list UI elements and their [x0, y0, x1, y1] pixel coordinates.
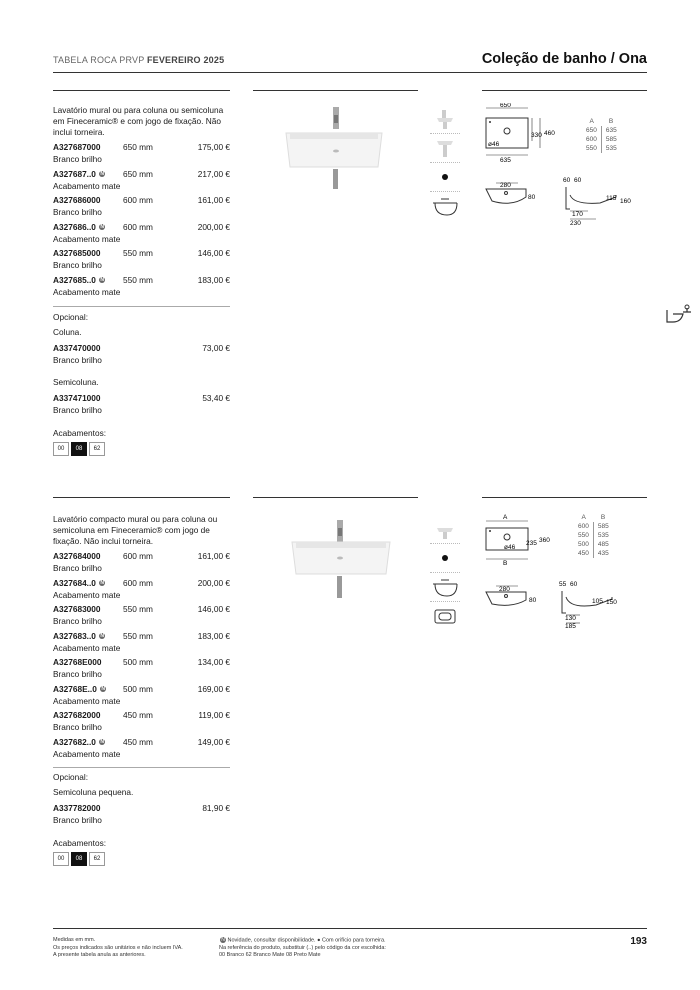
product-price: 81,90 €	[202, 803, 230, 813]
footer-notes: Medidas em mm. Os preços indicados são unitários e não incluem IVA. A presente tabela anula as anteriores.	[53, 937, 183, 958]
dim-label: 60	[563, 177, 571, 184]
product-finish: Acabamento mate	[53, 748, 121, 759]
bathroom-category-icon	[665, 302, 693, 328]
rule	[53, 306, 230, 307]
product-finish: Branco brilho	[53, 154, 102, 164]
product-description: Lavatório compacto mural ou para coluna ou semicoluna em Fineceramic® com jogo de fixação. Não inclui torneira.	[53, 514, 218, 546]
dim-label: 185	[565, 623, 576, 629]
product-finish: Branco brilho	[53, 669, 102, 679]
product-price: 53,40 €	[202, 393, 230, 403]
product-price: 161,00 €	[197, 551, 230, 561]
new-icon: N	[221, 937, 225, 943]
dim-label: 230	[570, 220, 581, 227]
product-row	[53, 248, 230, 274]
product-size: 450 mm	[123, 736, 153, 747]
dim-label: 160	[620, 198, 631, 205]
swatch-matte-white: 62	[89, 442, 105, 456]
product-size: 450 mm	[123, 710, 153, 720]
swatch-black: 08	[71, 442, 87, 456]
product-row	[53, 195, 230, 221]
dim-label: 105	[592, 598, 603, 605]
dimension-icon	[430, 573, 460, 602]
page-number: 193	[630, 936, 647, 947]
product-code: A337471000	[53, 393, 101, 403]
option-label: Semicoluna.	[53, 377, 99, 387]
column-icon	[430, 134, 460, 163]
footer-rule	[53, 928, 647, 929]
swatch-white: 00	[53, 442, 69, 456]
wall-mount-icon	[430, 105, 460, 134]
dim-label: 650	[500, 103, 511, 109]
product-code: A337782000	[53, 803, 101, 813]
product-price: 161,00 €	[197, 195, 230, 205]
product-price: 200,00 €	[197, 577, 230, 588]
product-finish: Branco brilho	[53, 722, 102, 732]
top-view-drawing	[482, 103, 562, 165]
dim-label: A	[503, 514, 508, 521]
product-size: 550 mm	[123, 604, 153, 614]
product-code: A32768E..0 N	[53, 683, 105, 694]
variant-table: A B 650 635 600 585 550 535	[582, 117, 621, 153]
dim-label: 235	[526, 540, 537, 547]
product-size: 600 mm	[123, 551, 153, 561]
swatch-matte-white: 62	[89, 852, 105, 866]
side-view-drawing	[482, 582, 542, 616]
product-code: A337470000	[53, 343, 101, 353]
product-finish: Branco brilho	[53, 355, 102, 365]
product-code: A327683..0 N	[53, 630, 105, 641]
new-icon: N	[100, 633, 105, 640]
product-finish: Branco brilho	[53, 260, 102, 270]
new-icon: N	[100, 171, 105, 178]
product-code: A327684..0 N	[53, 577, 105, 588]
dim-label: B	[503, 560, 508, 567]
dim-label: 55	[559, 581, 567, 588]
product-code: A327683000	[53, 604, 101, 614]
rule	[53, 90, 230, 91]
product-size: 500 mm	[123, 657, 153, 667]
product-size: 550 mm	[123, 248, 153, 258]
washbasin-image	[286, 518, 396, 610]
dim-label: 60	[570, 581, 578, 588]
rule	[253, 90, 418, 91]
swatch-black: 08	[71, 852, 87, 866]
basin-top-icon	[430, 602, 460, 630]
product-code: A327687000	[53, 142, 101, 152]
footer-legend: N Novidade, consultar disponibilidade. ● Com orifício para torneira. Na referência do produto, substituir (..) pelo código da cor escolhida: 00 Branco 62 Branco Mate 08 Preto Mate	[219, 937, 386, 959]
dim-label: 460	[544, 130, 555, 137]
product-price: 183,00 €	[197, 274, 230, 285]
product-code: A327686000	[53, 195, 101, 205]
icon-column	[430, 515, 460, 630]
product-price: 73,00 €	[202, 343, 230, 353]
page-title: Coleção de banho / Ona	[481, 51, 647, 67]
rule	[253, 497, 418, 498]
product-size: 550 mm	[123, 274, 153, 285]
finish-swatches	[53, 852, 105, 866]
tap-hole-icon	[430, 163, 460, 192]
product-row	[53, 737, 230, 763]
finish-swatches	[53, 442, 105, 456]
product-code: A327682..0 N	[53, 736, 105, 747]
product-code: A327685..0 N	[53, 274, 105, 285]
product-size: 650 mm	[123, 168, 153, 179]
product-price: 217,00 €	[197, 168, 230, 179]
product-price: 149,00 €	[197, 736, 230, 747]
product-price: 146,00 €	[197, 604, 230, 614]
new-icon: N	[100, 580, 105, 587]
new-icon: N	[101, 686, 105, 693]
dim-label: 150	[606, 599, 617, 606]
product-description: Lavatório mural ou para coluna ou semicoluna em Fineceramic® e com jogo de fixação. Não inclui torneira.	[53, 105, 224, 137]
product-row	[53, 684, 230, 710]
new-icon: N	[100, 224, 105, 231]
product-finish: Acabamento mate	[53, 286, 121, 297]
side-view-drawing	[482, 177, 542, 217]
rule	[482, 497, 647, 498]
dim-label: 360	[539, 537, 550, 544]
product-finish: Acabamento mate	[53, 695, 121, 706]
finishes-label: Acabamentos:	[53, 428, 107, 438]
product-row	[53, 142, 230, 168]
dim-label: 170	[572, 211, 583, 218]
product-row	[53, 631, 230, 657]
product-size: 600 mm	[123, 195, 153, 205]
product-price: 183,00 €	[197, 630, 230, 641]
top-view-drawing	[482, 513, 562, 569]
product-row	[53, 604, 230, 630]
dim-label: 60	[574, 177, 582, 184]
option-row	[53, 803, 230, 829]
product-finish: Acabamento mate	[53, 642, 121, 653]
dim-label: 80	[528, 194, 536, 201]
product-finish: Acabamento mate	[53, 233, 121, 244]
icon-column	[430, 105, 460, 220]
finishes-label: Acabamentos:	[53, 838, 107, 848]
tap-hole-icon	[430, 544, 460, 573]
washbasin-image	[278, 105, 388, 195]
product-price: 119,00 €	[198, 710, 230, 720]
dim-label: 330	[531, 132, 542, 139]
dim-label: ø46	[504, 544, 516, 551]
catalog-title: TABELA ROCA PRVP FEVEREIRO 2025	[53, 55, 225, 65]
product-size: 650 mm	[123, 142, 153, 152]
product-code: A327686..0 N	[53, 221, 105, 232]
new-icon: N	[100, 277, 105, 284]
rule	[53, 497, 230, 498]
product-price: 146,00 €	[197, 248, 230, 258]
product-row	[53, 578, 230, 604]
dim-label: ø46	[488, 141, 500, 148]
product-finish: Branco brilho	[53, 563, 102, 573]
header-rule	[53, 72, 647, 73]
product-finish: Acabamento mate	[53, 180, 121, 191]
product-finish: Acabamento mate	[53, 589, 121, 600]
product-row	[53, 551, 230, 577]
dim-label: 130	[565, 615, 576, 622]
product-finish: Branco brilho	[53, 616, 102, 626]
product-finish: Branco brilho	[53, 207, 102, 217]
product-code: A327687..0 N	[53, 168, 105, 179]
product-price: 175,00 €	[197, 142, 230, 152]
product-row	[53, 710, 230, 736]
product-price: 134,00 €	[197, 657, 230, 667]
dim-label: 280	[500, 182, 511, 189]
optional-label: Opcional:	[53, 772, 89, 782]
product-code: A32768E000	[53, 657, 102, 667]
option-label: Coluna.	[53, 327, 82, 337]
rule	[53, 767, 230, 768]
wall-mount-icon	[430, 515, 460, 544]
dimension-icon	[430, 192, 460, 220]
product-price: 169,00 €	[197, 683, 230, 694]
product-row	[53, 169, 230, 195]
option-row	[53, 393, 230, 419]
new-icon: N	[100, 739, 105, 746]
product-code: A327682000	[53, 710, 101, 720]
rule	[482, 90, 647, 91]
product-price: 200,00 €	[197, 221, 230, 232]
dim-label: 80	[529, 597, 537, 604]
product-row	[53, 657, 230, 683]
product-size: 600 mm	[123, 577, 153, 588]
product-finish: Branco brilho	[53, 405, 102, 415]
product-size: 600 mm	[123, 221, 153, 232]
option-label: Semicoluna pequena.	[53, 787, 134, 797]
dim-label: 635	[500, 157, 511, 164]
dim-label: 280	[499, 586, 510, 593]
swatch-white: 00	[53, 852, 69, 866]
product-row	[53, 222, 230, 248]
product-code: A327684000	[53, 551, 101, 561]
optional-label: Opcional:	[53, 312, 89, 322]
product-size: 500 mm	[123, 683, 153, 694]
product-finish: Branco brilho	[53, 815, 102, 825]
product-size: 550 mm	[123, 630, 153, 641]
section-drawing	[556, 579, 636, 629]
variant-table: A B 600 585 550 535 500 485 450 435	[574, 513, 613, 558]
product-row	[53, 275, 230, 301]
product-code: A327685000	[53, 248, 101, 258]
option-row	[53, 343, 230, 369]
section-drawing	[560, 175, 640, 227]
dim-label: 115	[606, 195, 617, 202]
